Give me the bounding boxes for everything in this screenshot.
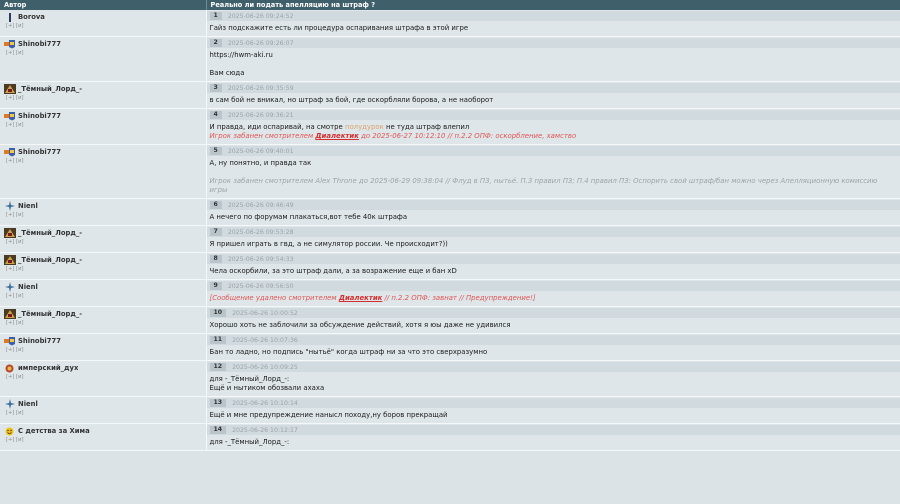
post-body [207,48,900,81]
post-author-cell [0,109,206,145]
message-line: Чела оскорбили, за это штраф дали, а за возражение еще и бан xD [209,267,457,275]
post-body [207,264,900,279]
author-line [3,201,203,211]
post-header [207,362,900,372]
post-header [207,227,900,237]
post-author-cell [0,10,206,37]
author-line [3,147,203,157]
post-body [207,156,900,198]
author-links[interactable]: [+] [и] [6,437,24,443]
clan-flag-icon [3,111,16,121]
post-body [207,435,900,450]
post-row [0,280,900,307]
author-line [3,363,203,373]
thread-body [0,10,900,451]
author-line [3,426,203,436]
author-links[interactable]: [+] [и] [6,320,24,326]
post-author-cell [0,199,206,226]
post-author-cell [0,307,206,334]
highlighted-word: полудурок [344,123,384,131]
post-author-cell [0,334,206,361]
post-header [207,254,900,264]
blank-line [210,60,897,69]
post-message-cell [206,280,900,307]
author-links[interactable]: [+] [и] [6,158,24,164]
post-timestamp: 2025-06-26 09:26:07 [227,39,294,47]
author-links[interactable]: [+] [и] [6,23,24,29]
clan-flag-icon [3,39,16,49]
post-author-cell [0,361,206,397]
author-name-link[interactable]: Nienl [18,400,38,408]
author-links[interactable]: [+] [и] [6,266,24,272]
message-line: для -_Тёмный_Лорд_-: [209,375,290,383]
ban-notice: Игрок забанен смотрителем Alex Throne до 2025-06-29 09:38:04 // Флуд в ПЗ, нытьё. П.3 правил ПЗ; П.4 правил ПЗ: Оспорить свой штраф/бан можно через Апелляционную комиссию игры [209,177,878,194]
post-number[interactable]: 2 [210,39,222,47]
compass-star-icon [3,282,16,292]
post-number[interactable]: 7 [210,228,222,236]
post-body [207,237,900,252]
post-row [0,109,900,145]
post-message-cell [206,307,900,334]
post-row [0,82,900,109]
post-header [207,38,900,48]
post-header [207,11,900,21]
clan-emblem-icon [3,228,16,238]
author-line [3,39,203,49]
post-row [0,253,900,280]
post-row [0,226,900,253]
post-number[interactable]: 12 [210,363,227,371]
author-line [3,12,203,22]
post-timestamp: 2025-06-26 09:54:33 [227,255,294,263]
author-links[interactable]: [+] [и] [6,347,24,353]
post-row [0,10,900,37]
author-line [3,309,203,319]
post-message-cell [206,253,900,280]
post-number[interactable]: 8 [210,255,222,263]
post-number[interactable]: 5 [210,147,222,155]
author-name-link[interactable]: Nienl [18,283,38,291]
post-message-cell [206,109,900,145]
post-row [0,199,900,226]
clan-emblem-icon [3,255,16,265]
author-links[interactable]: [+] [и] [6,212,24,218]
post-body [207,372,900,396]
author-links[interactable]: [+] [и] [6,374,24,380]
ban-notice [210,132,897,141]
post-header [207,425,900,435]
clan-flag-icon [3,336,16,346]
post-timestamp: 2025-06-26 09:36:21 [227,111,294,119]
message-line: для -_Тёмный_Лорд_-: [209,438,290,446]
post-timestamp: 2025-06-26 10:00:52 [232,309,298,317]
rank-bar-icon [3,12,16,22]
post-number[interactable]: 3 [210,84,222,92]
post-message-cell [206,424,900,451]
post-author-cell [0,253,206,280]
author-line [3,228,203,238]
post-number[interactable]: 6 [210,201,222,209]
author-name-link[interactable]: _Тёмный_Лорд_- [18,310,83,318]
message-line: Хорошо хоть не заблочили за обсуждение действий, хотя я юы даже не удивился [209,321,511,329]
author-name-link[interactable]: С детства за Хима [18,427,90,435]
post-timestamp: 2025-06-26 09:53:28 [227,228,294,236]
post-message-cell [206,10,900,37]
post-number[interactable]: 10 [210,309,227,317]
author-line [3,84,203,94]
post-number[interactable]: 1 [210,12,222,20]
post-message-cell [206,361,900,397]
post-body [207,21,900,36]
post-author-cell [0,424,206,451]
post-timestamp: 2025-06-26 09:35:59 [227,84,294,92]
post-message-cell [206,199,900,226]
message-text: И правда, иди оспаривай, на смотре [209,123,345,131]
author-column-header: Автор [0,0,206,10]
author-name-link[interactable]: _Тёмный_Лорд_- [18,229,83,237]
author-name-link[interactable]: Shinobi777 [18,148,61,156]
author-line [3,399,203,409]
post-author-cell [0,280,206,307]
post-body [207,210,900,225]
post-message-cell [206,37,900,82]
post-timestamp: 2025-06-26 10:12:17 [232,426,298,434]
post-message-cell [206,145,900,199]
post-number[interactable]: 9 [210,282,222,290]
post-row [0,307,900,334]
post-timestamp: 2025-06-26 10:09:25 [232,363,298,371]
post-message-cell [206,334,900,361]
message-line: Вам сюда [209,69,245,77]
post-number[interactable]: 11 [210,336,227,344]
post-author-cell [0,226,206,253]
deleted-text: [Сообщение удалено смотрителем [209,294,339,302]
post-row [0,397,900,424]
author-links[interactable]: [+] [и] [6,50,24,56]
topic-title: Реально ли подать апелляцию на штраф ? [206,0,900,10]
author-name-link[interactable]: имперский_дух [18,364,79,372]
message-line: Бан то ладно, но подпись "нытьё" когда штраф ни за что это сверхразумно [209,348,488,356]
shield-medal-icon [3,363,16,373]
clan-emblem-icon [3,84,16,94]
moderator-link[interactable]: Диалектик [315,132,359,140]
author-name-link[interactable]: _Тёмный_Лорд_- [18,85,83,93]
message-line: Гайз подскажите есть ли процедура оспаривания штрафа в этой игре [209,24,469,32]
author-line [3,111,203,121]
author-name-link[interactable]: Nienl [18,202,38,210]
post-header [207,200,900,210]
post-timestamp: 2025-06-26 10:10:14 [232,399,298,407]
author-name-link[interactable]: _Тёмный_Лорд_- [18,256,83,264]
post-number[interactable]: 4 [210,111,222,119]
author-links[interactable]: [+] [и] [6,410,24,416]
post-header [207,281,900,291]
clan-emblem-icon [3,309,16,319]
message-line: https://hwm-aki.ru [209,51,273,59]
post-timestamp: 2025-06-26 10:07:36 [232,336,298,344]
author-line [3,255,203,265]
post-message-cell [206,397,900,424]
post-body [207,291,900,306]
compass-star-icon [3,201,16,211]
compass-star-icon [3,399,16,409]
post-body [207,120,900,144]
blank-line [210,168,897,177]
author-links[interactable]: [+] [и] [6,122,24,128]
message-line: Ещё и мне предупреждение нанысл походу,ну боров прекращай [209,411,448,419]
author-links[interactable]: [+] [и] [6,239,24,245]
post-row [0,424,900,451]
moderator-link[interactable]: Диалектик [338,294,383,302]
post-timestamp: 2025-06-26 09:40:01 [227,147,294,155]
post-body [207,318,900,333]
post-row [0,145,900,199]
author-name-link[interactable]: Shinobi777 [18,337,61,345]
post-timestamp: 2025-06-26 09:24:52 [227,12,294,20]
post-author-cell [0,397,206,424]
post-header [207,398,900,408]
post-header [207,146,900,156]
author-name-link[interactable]: Borova [18,13,45,21]
message-line [210,123,897,132]
post-body [207,408,900,423]
message-line: А нечего по форумам плакаться,вот тебе 40к штрафа [209,213,408,221]
author-name-link[interactable]: Shinobi777 [18,112,61,120]
post-row [0,334,900,361]
post-body [207,93,900,108]
ban-text: Игрок забанен смотрителем [209,132,316,140]
author-line [3,336,203,346]
post-header [207,335,900,345]
post-message-cell [206,82,900,109]
post-header [207,308,900,318]
clan-flag-icon [3,147,16,157]
author-links[interactable]: [+] [и] [6,293,24,299]
smiley-icon [3,426,16,436]
author-line [3,282,203,292]
ban-text: до 2025-06-27 10:12:10 // п.2.2 ОПФ: оскорбление, хамство [358,132,577,140]
message-line: А, ну понятно, и правда так [209,159,312,167]
message-line: Я пришел играть в гвд, а не симулятор россии. Че происходит?)) [209,240,448,248]
message-line: в сам бой не вникал, но штраф за бой, где оскорбляли борова, а не наоборот [209,96,494,104]
post-number[interactable]: 14 [210,426,227,434]
post-timestamp: 2025-06-26 09:46:49 [227,201,294,209]
author-links[interactable]: [+] [и] [6,95,24,101]
deleted-message-notice [210,294,897,303]
post-message-cell [206,226,900,253]
post-author-cell [0,37,206,82]
post-row [0,37,900,82]
post-header [207,83,900,93]
message-line: Ещё и нытиком обозвали ахаха [209,384,325,392]
post-timestamp: 2025-06-26 09:56:50 [227,282,294,290]
post-body [207,345,900,360]
deleted-text: // п.2.2 ОПФ: завнат // Предупреждение!] [382,294,536,302]
post-row [0,361,900,397]
post-number[interactable]: 13 [210,399,227,407]
author-name-link[interactable]: Shinobi777 [18,40,61,48]
message-text: не туда штраф влепил [383,123,470,131]
post-header [207,110,900,120]
post-author-cell [0,145,206,199]
post-author-cell [0,82,206,109]
